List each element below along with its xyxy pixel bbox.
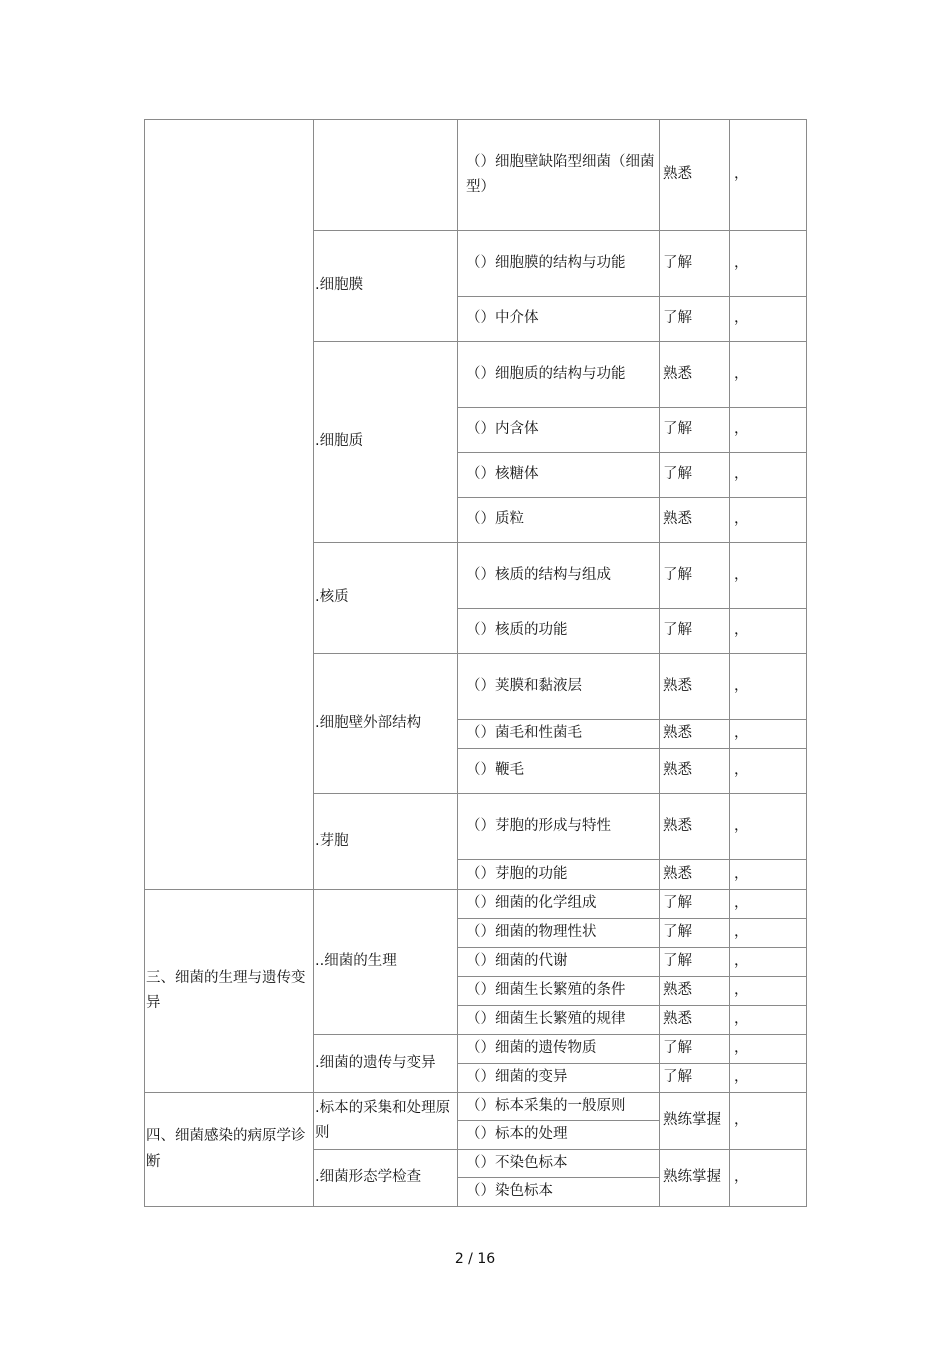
level-cell: 了解 [660,297,730,342]
topic-cell: （）细菌生长繁殖的规律 [458,1006,660,1035]
topic-cell: （）内含体 [458,408,660,453]
table-row [145,890,807,919]
topic-cell: （）质粒 [458,498,660,543]
section-title: 四、细菌感染的病原学诊断 [145,1093,314,1207]
group-title: .细胞膜 [314,231,458,342]
level-cell: 了解 [660,609,730,654]
group-title: .核质 [314,543,458,654]
topic-cell: （）细菌的代谢 [458,948,660,977]
mark-cell: ， [730,794,807,860]
group-title: .芽胞 [314,794,458,890]
level-cell: 了解 [660,543,730,609]
table-row [145,1093,807,1121]
group-title: .细菌形态学检查 [314,1150,458,1207]
mark-cell: ， [730,120,807,231]
topic-cell: （）荚膜和黏液层 [458,654,660,720]
level-cell: 熟练掌握 [660,1150,730,1207]
topic-cell: （）细菌的变异 [458,1064,660,1093]
topic-cell: （）染色标本 [458,1178,660,1207]
level-cell: 了解 [660,1064,730,1093]
level-cell: 了解 [660,890,730,919]
mark-cell: ， [730,1093,807,1150]
mark-cell: ， [730,297,807,342]
level-cell: 熟悉 [660,860,730,890]
group-title [314,120,458,231]
mark-cell: ， [730,948,807,977]
syllabus-table-body [145,120,807,1207]
page-number: 2 / 16 [454,1251,496,1267]
level-cell: 了解 [660,948,730,977]
topic-cell: （）中介体 [458,297,660,342]
topic-cell: （）菌毛和性菌毛 [458,720,660,749]
mark-cell: ， [730,1150,807,1207]
mark-cell: ， [730,543,807,609]
topic-cell: （）标本的处理 [458,1121,660,1150]
level-cell: 熟悉 [660,720,730,749]
group-title: .细胞壁外部结构 [314,654,458,794]
mark-cell: ， [730,609,807,654]
level-cell: 熟悉 [660,977,730,1006]
level-cell: 了解 [660,1035,730,1064]
section-title: 三、细菌的生理与遗传变异 [145,890,314,1093]
mark-cell: ， [730,231,807,297]
topic-cell: （）细菌生长繁殖的条件 [458,977,660,1006]
level-cell: 了解 [660,919,730,948]
mark-cell: ， [730,453,807,498]
topic-cell: （）核糖体 [458,453,660,498]
section-title [145,120,314,890]
topic-cell: （）不染色标本 [458,1150,660,1178]
topic-cell: （）标本采集的一般原则 [458,1093,660,1121]
level-cell: 熟悉 [660,342,730,408]
mark-cell: ， [730,408,807,453]
topic-cell: （）细胞质的结构与功能 [458,342,660,408]
topic-cell: （）鞭毛 [458,749,660,794]
mark-cell: ， [730,919,807,948]
topic-cell: （）核质的结构与组成 [458,543,660,609]
topic-cell: （）细菌的化学组成 [458,890,660,919]
group-title: .细菌的遗传与变异 [314,1035,458,1093]
level-cell: 熟悉 [660,498,730,543]
mark-cell: ， [730,720,807,749]
mark-cell: ， [730,1064,807,1093]
level-cell: 熟悉 [660,794,730,860]
mark-cell: ， [730,1035,807,1064]
mark-cell: ， [730,749,807,794]
topic-cell: （）芽胞的功能 [458,860,660,890]
level-cell: 熟悉 [660,1006,730,1035]
mark-cell: ， [730,342,807,408]
topic-cell: （）细菌的遗传物质 [458,1035,660,1064]
mark-cell: ， [730,890,807,919]
mark-cell: ， [730,1006,807,1035]
level-cell: 了解 [660,231,730,297]
topic-cell: （）细胞壁缺陷型细菌（细菌型） [458,120,660,231]
table-row [145,120,807,231]
level-cell: 熟悉 [660,749,730,794]
mark-cell: ， [730,977,807,1006]
topic-cell: （）细菌的物理性状 [458,919,660,948]
level-cell: 熟练掌握 [660,1093,730,1150]
mark-cell: ， [730,498,807,543]
group-title: ..细菌的生理 [314,890,458,1035]
topic-cell: （）细胞膜的结构与功能 [458,231,660,297]
level-cell: 熟悉 [660,120,730,231]
group-title: .标本的采集和处理原则 [314,1093,458,1150]
level-cell: 了解 [660,408,730,453]
topic-cell: （）核质的功能 [458,609,660,654]
level-cell: 熟悉 [660,654,730,720]
topic-cell: （）芽胞的形成与特性 [458,794,660,860]
mark-cell: ， [730,860,807,890]
mark-cell: ， [730,654,807,720]
group-title: .细胞质 [314,342,458,543]
syllabus-table [144,119,807,1207]
level-cell: 了解 [660,453,730,498]
